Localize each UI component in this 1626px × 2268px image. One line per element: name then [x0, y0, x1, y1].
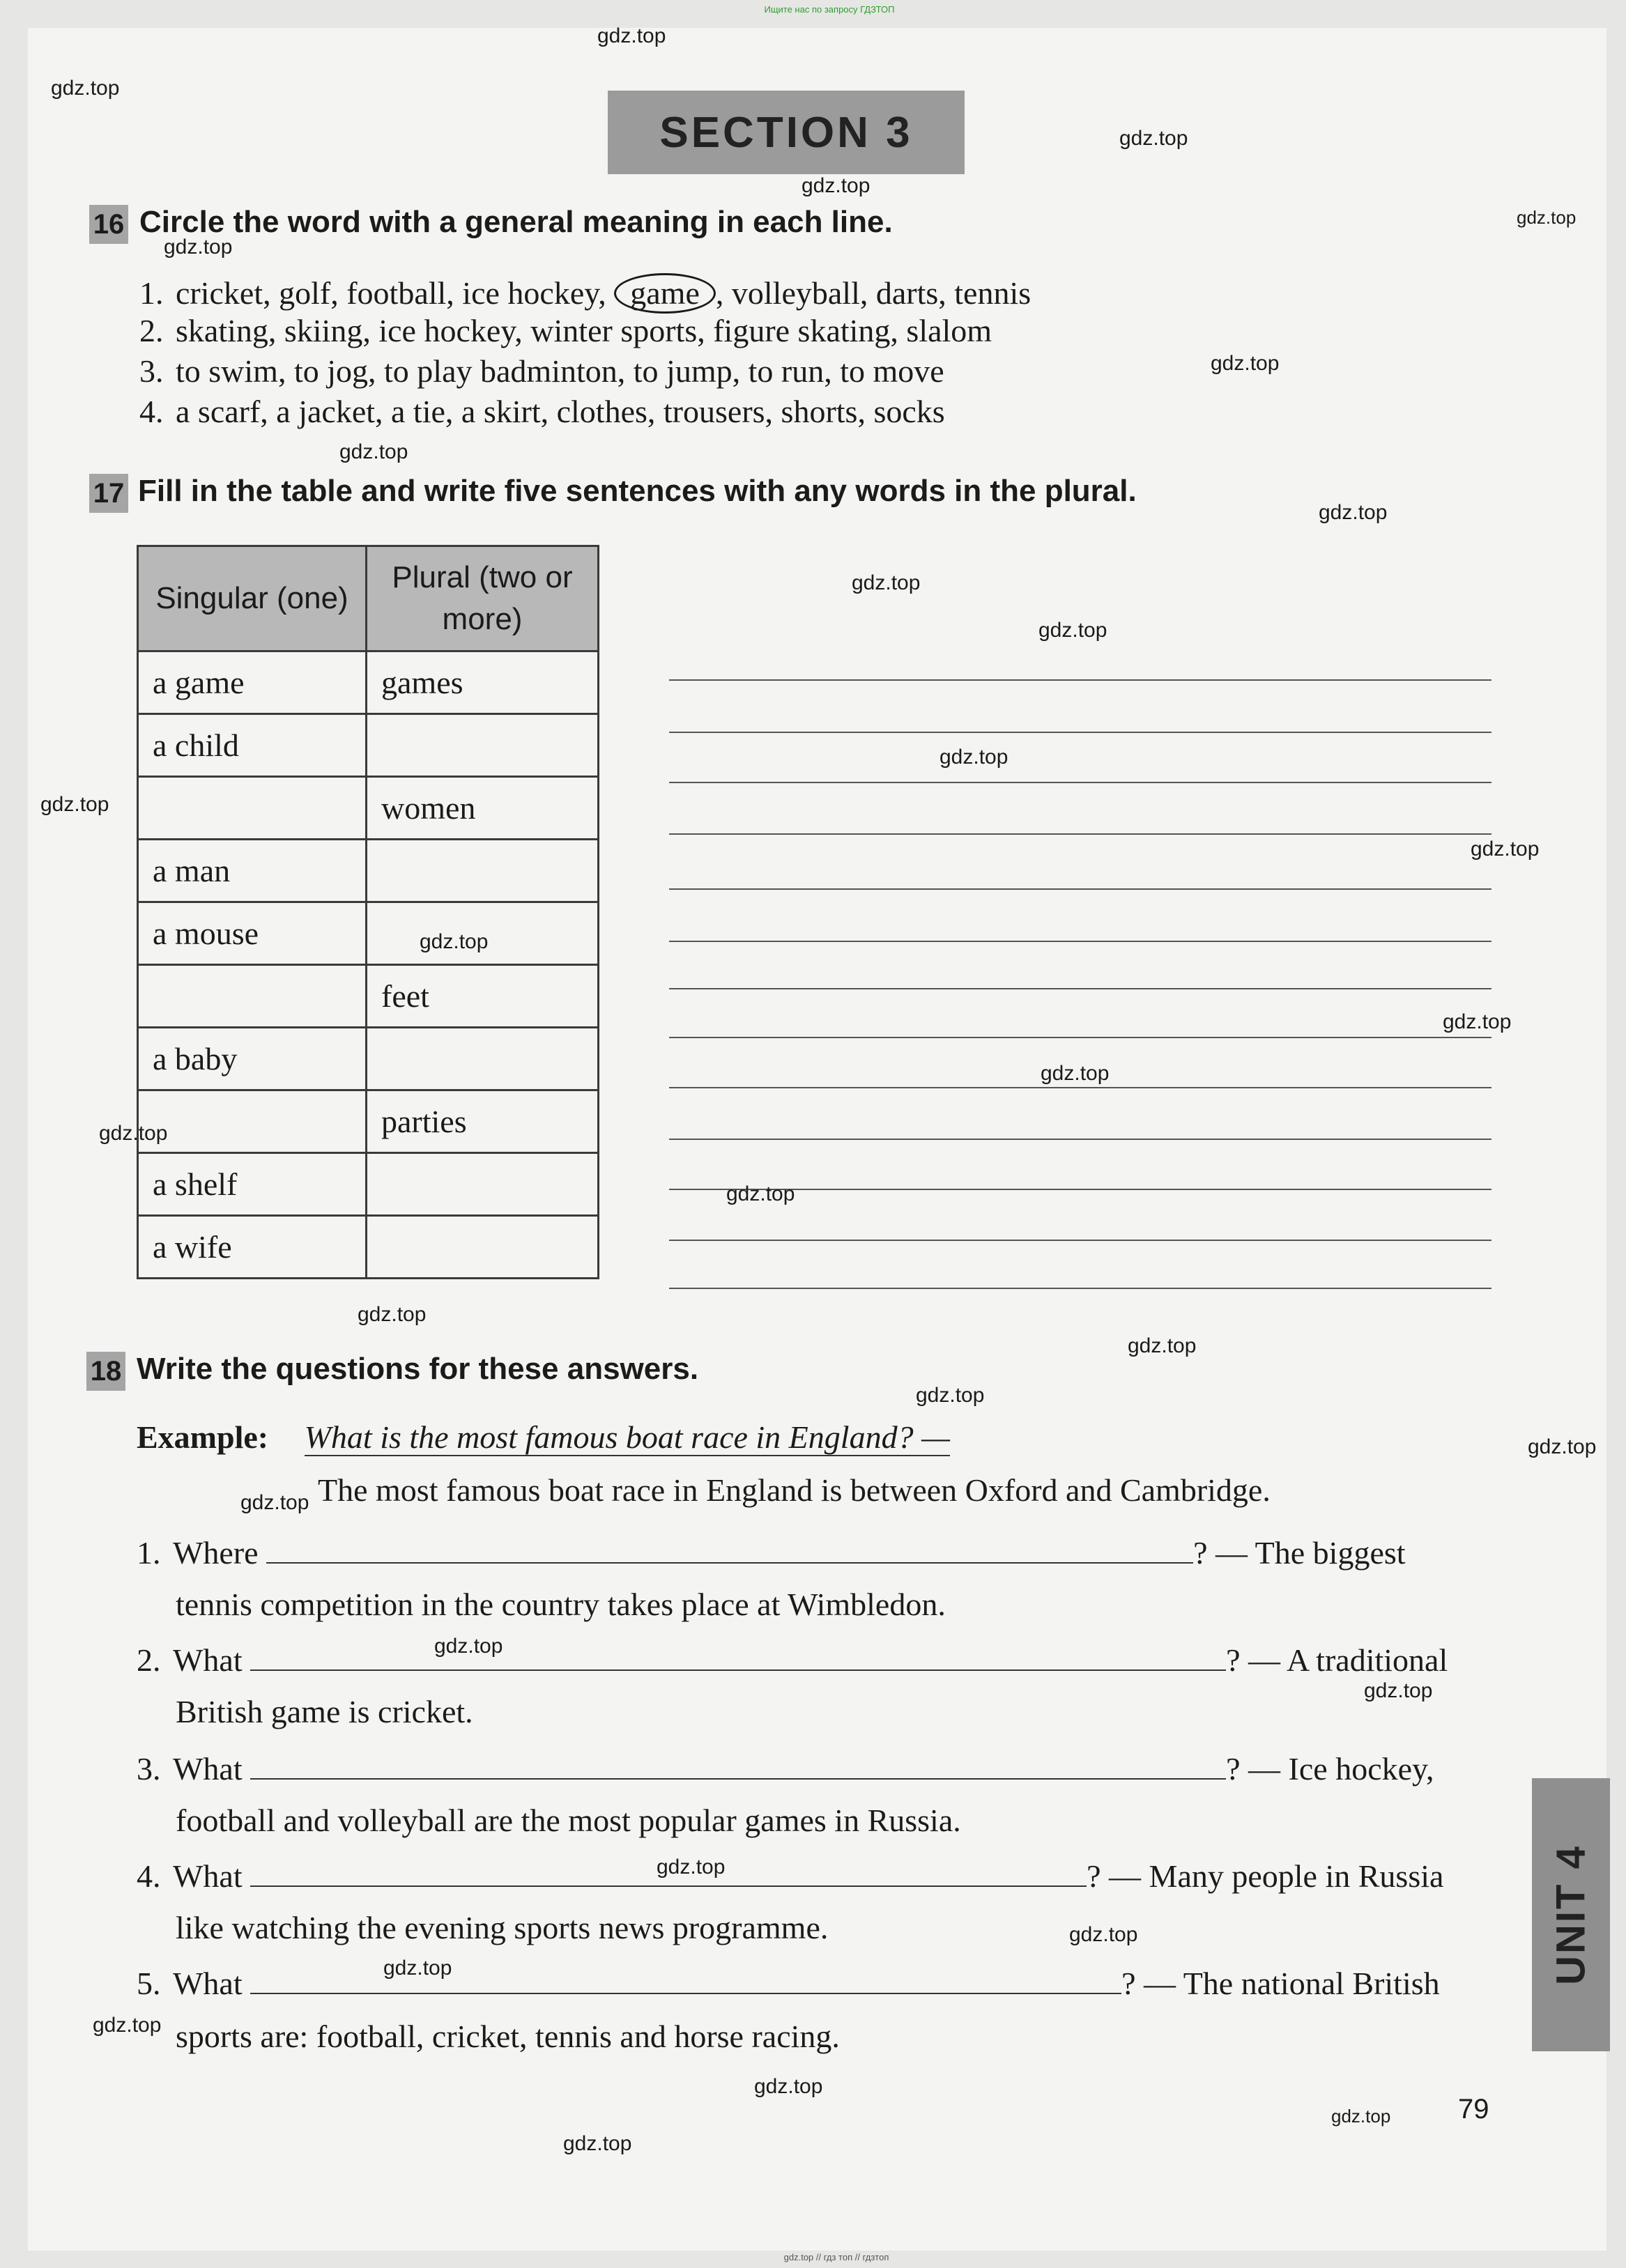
example-line — [137, 1419, 950, 1456]
ex16-line-1 — [139, 273, 1031, 314]
line-text: skating, skiing, ice hockey, winter sports, figure skating, slalom — [176, 313, 992, 348]
singular-cell[interactable] — [138, 777, 367, 840]
top-note: Ищите нас по запросу ГДЗТОП — [764, 4, 895, 15]
ex18-item-5 — [137, 1965, 1440, 2002]
singular-plural-table — [137, 545, 599, 1279]
answer-blank[interactable] — [250, 1750, 1226, 1780]
ex18-item-2 — [137, 1642, 1448, 1679]
exercise-16-number: 16 — [89, 205, 128, 244]
exercise-18-number: 18 — [86, 1352, 125, 1391]
question-word: What — [173, 1642, 243, 1678]
watermark: gdz.top — [1528, 1435, 1597, 1458]
answer-blank[interactable] — [250, 1965, 1121, 1994]
writing-line[interactable] — [669, 833, 1491, 835]
answer-blank[interactable] — [250, 1642, 1226, 1671]
line-number: 2. — [139, 313, 164, 348]
watermark: gdz.top — [40, 793, 109, 816]
watermark: gdz.top — [1517, 207, 1577, 228]
singular-cell[interactable]: a wife — [138, 1216, 367, 1279]
table-row — [138, 902, 599, 965]
watermark: gdz.top — [383, 1957, 452, 1980]
answer-text: ? — Ice hockey, — [1226, 1751, 1434, 1787]
singular-cell[interactable]: a man — [138, 840, 367, 902]
plural-cell[interactable] — [367, 714, 599, 777]
ex16-line-3 — [139, 353, 944, 389]
watermark: gdz.top — [240, 1491, 309, 1514]
table-row — [138, 714, 599, 777]
exercise-18-title: Write the questions for these answers. — [137, 1352, 699, 1386]
writing-line[interactable] — [669, 941, 1491, 942]
circled-word: game — [614, 273, 716, 314]
answer-blank[interactable] — [266, 1534, 1193, 1564]
watermark: gdz.top — [1364, 1679, 1433, 1702]
watermark: gdz.top — [1471, 838, 1540, 861]
watermark: gdz.top — [1119, 127, 1188, 150]
singular-cell[interactable]: a mouse — [138, 902, 367, 965]
section-banner: SECTION 3 — [608, 91, 965, 174]
header-plural: Plural (two or more) — [367, 546, 599, 651]
ex18-item-3 — [137, 1750, 1434, 1787]
question-word: What — [173, 1966, 243, 2001]
ex18-item-2-cont: British game is cricket. — [176, 1694, 473, 1729]
bottom-note: gdz.top // гдз топ // гдзтоп — [783, 2252, 889, 2262]
plural-cell[interactable]: games — [367, 651, 599, 714]
watermark: gdz.top — [1331, 2106, 1391, 2127]
singular-cell[interactable]: a child — [138, 714, 367, 777]
watermark: gdz.top — [164, 236, 233, 259]
watermark: gdz.top — [1128, 1334, 1197, 1357]
question-word: Where — [173, 1535, 259, 1571]
line-number: 3. — [139, 353, 164, 389]
writing-line[interactable] — [669, 782, 1491, 783]
plural-cell[interactable] — [367, 1153, 599, 1216]
ex18-item-4 — [137, 1858, 1443, 1895]
line-number: 4. — [139, 394, 164, 429]
ex18-item-1-cont: tennis competition in the country takes place at Wimbledon. — [176, 1587, 946, 1622]
writing-line[interactable] — [669, 988, 1491, 989]
singular-cell[interactable]: a game — [138, 651, 367, 714]
watermark: gdz.top — [339, 440, 408, 463]
watermark: gdz.top — [420, 930, 489, 953]
singular-cell[interactable]: a shelf — [138, 1153, 367, 1216]
line-number: 1. — [139, 275, 164, 311]
plural-cell[interactable] — [367, 840, 599, 902]
table-row — [138, 1090, 599, 1153]
watermark: gdz.top — [1069, 1923, 1138, 1946]
watermark: gdz.top — [99, 1122, 168, 1145]
plural-cell[interactable]: feet — [367, 965, 599, 1028]
table-row — [138, 840, 599, 902]
writing-line[interactable] — [669, 1288, 1491, 1289]
writing-line[interactable] — [669, 1240, 1491, 1241]
line-text: a scarf, a jacket, a tie, a skirt, clothes, trousers, shorts, socks — [176, 394, 945, 429]
writing-line[interactable] — [669, 1037, 1491, 1038]
watermark: gdz.top — [563, 2132, 632, 2155]
item-number: 5. — [137, 1966, 161, 2001]
answer-text: ? — The biggest — [1193, 1535, 1406, 1571]
watermark: gdz.top — [939, 746, 1008, 769]
example-question: What is the most famous boat race in England? — — [304, 1419, 950, 1455]
ex18-item-3-cont: football and volleyball are the most popular games in Russia. — [176, 1803, 961, 1838]
ex18-item-4-cont: like watching the evening sports news programme. — [176, 1910, 829, 1945]
question-word: What — [173, 1858, 243, 1894]
watermark: gdz.top — [754, 2075, 823, 2098]
plural-cell[interactable] — [367, 1216, 599, 1279]
answer-text: ? — A traditional — [1226, 1642, 1448, 1678]
watermark: gdz.top — [358, 1303, 427, 1326]
item-number: 3. — [137, 1751, 161, 1787]
item-number: 2. — [137, 1642, 161, 1678]
watermark: gdz.top — [1211, 352, 1280, 375]
watermark: gdz.top — [657, 1856, 726, 1879]
item-number: 4. — [137, 1858, 161, 1894]
ex16-line-4 — [139, 393, 945, 430]
plural-cell[interactable] — [367, 1028, 599, 1090]
example-answer: The most famous boat race in England is between Oxford and Cambridge. — [318, 1472, 1271, 1508]
singular-cell[interactable]: a baby — [138, 1028, 367, 1090]
writing-line[interactable] — [669, 1139, 1491, 1140]
unit-label: UNIT 4 — [1548, 1844, 1594, 1985]
writing-line[interactable] — [669, 679, 1491, 681]
line-text: , volleyball, darts, tennis — [715, 275, 1031, 311]
watermark: gdz.top — [1319, 501, 1388, 524]
line-text: cricket, golf, football, ice hockey, — [176, 275, 606, 311]
header-singular: Singular (one) — [138, 546, 367, 651]
table-row — [138, 651, 599, 714]
exercise-17-number: 17 — [89, 474, 128, 513]
example-label: Example: — [137, 1419, 269, 1455]
watermark: gdz.top — [802, 174, 870, 197]
watermark: gdz.top — [916, 1384, 985, 1407]
singular-cell[interactable] — [138, 965, 367, 1028]
unit-tab — [1532, 1778, 1610, 2051]
watermark: gdz.top — [1443, 1010, 1512, 1033]
table-row — [138, 965, 599, 1028]
watermark: gdz.top — [434, 1635, 503, 1658]
plural-cell[interactable]: parties — [367, 1090, 599, 1153]
question-word: What — [173, 1751, 243, 1787]
watermark: gdz.top — [1038, 619, 1107, 642]
watermark: gdz.top — [726, 1182, 795, 1205]
page-number: 79 — [1458, 2094, 1489, 2124]
line-text: to swim, to jog, to play badminton, to jump, to run, to move — [176, 353, 944, 389]
writing-line[interactable] — [669, 888, 1491, 890]
watermark: gdz.top — [1041, 1062, 1110, 1085]
answer-text: ? — The national British — [1121, 1966, 1440, 2001]
table-row — [138, 1216, 599, 1279]
table-row — [138, 1028, 599, 1090]
exercise-17-title: Fill in the table and write five sentences with any words in the plural. — [138, 474, 1137, 508]
watermark: gdz.top — [597, 24, 666, 47]
ex18-item-5-cont: sports are: football, cricket, tennis and horse racing. — [176, 2019, 840, 2054]
ex18-item-1 — [137, 1534, 1406, 1571]
answer-text: ? — Many people in Russia — [1087, 1858, 1444, 1894]
exercise-16-title: Circle the word with a general meaning in each line. — [139, 205, 893, 239]
ex16-line-2 — [139, 312, 992, 349]
watermark: gdz.top — [51, 77, 120, 100]
table-row — [138, 777, 599, 840]
writing-line[interactable] — [669, 1087, 1491, 1088]
singular-cell[interactable] — [138, 1090, 367, 1153]
item-number: 1. — [137, 1535, 161, 1571]
table-row — [138, 1153, 599, 1216]
plural-cell[interactable]: women — [367, 777, 599, 840]
watermark: gdz.top — [852, 571, 921, 594]
writing-line[interactable] — [669, 732, 1491, 733]
watermark: gdz.top — [93, 2014, 162, 2037]
